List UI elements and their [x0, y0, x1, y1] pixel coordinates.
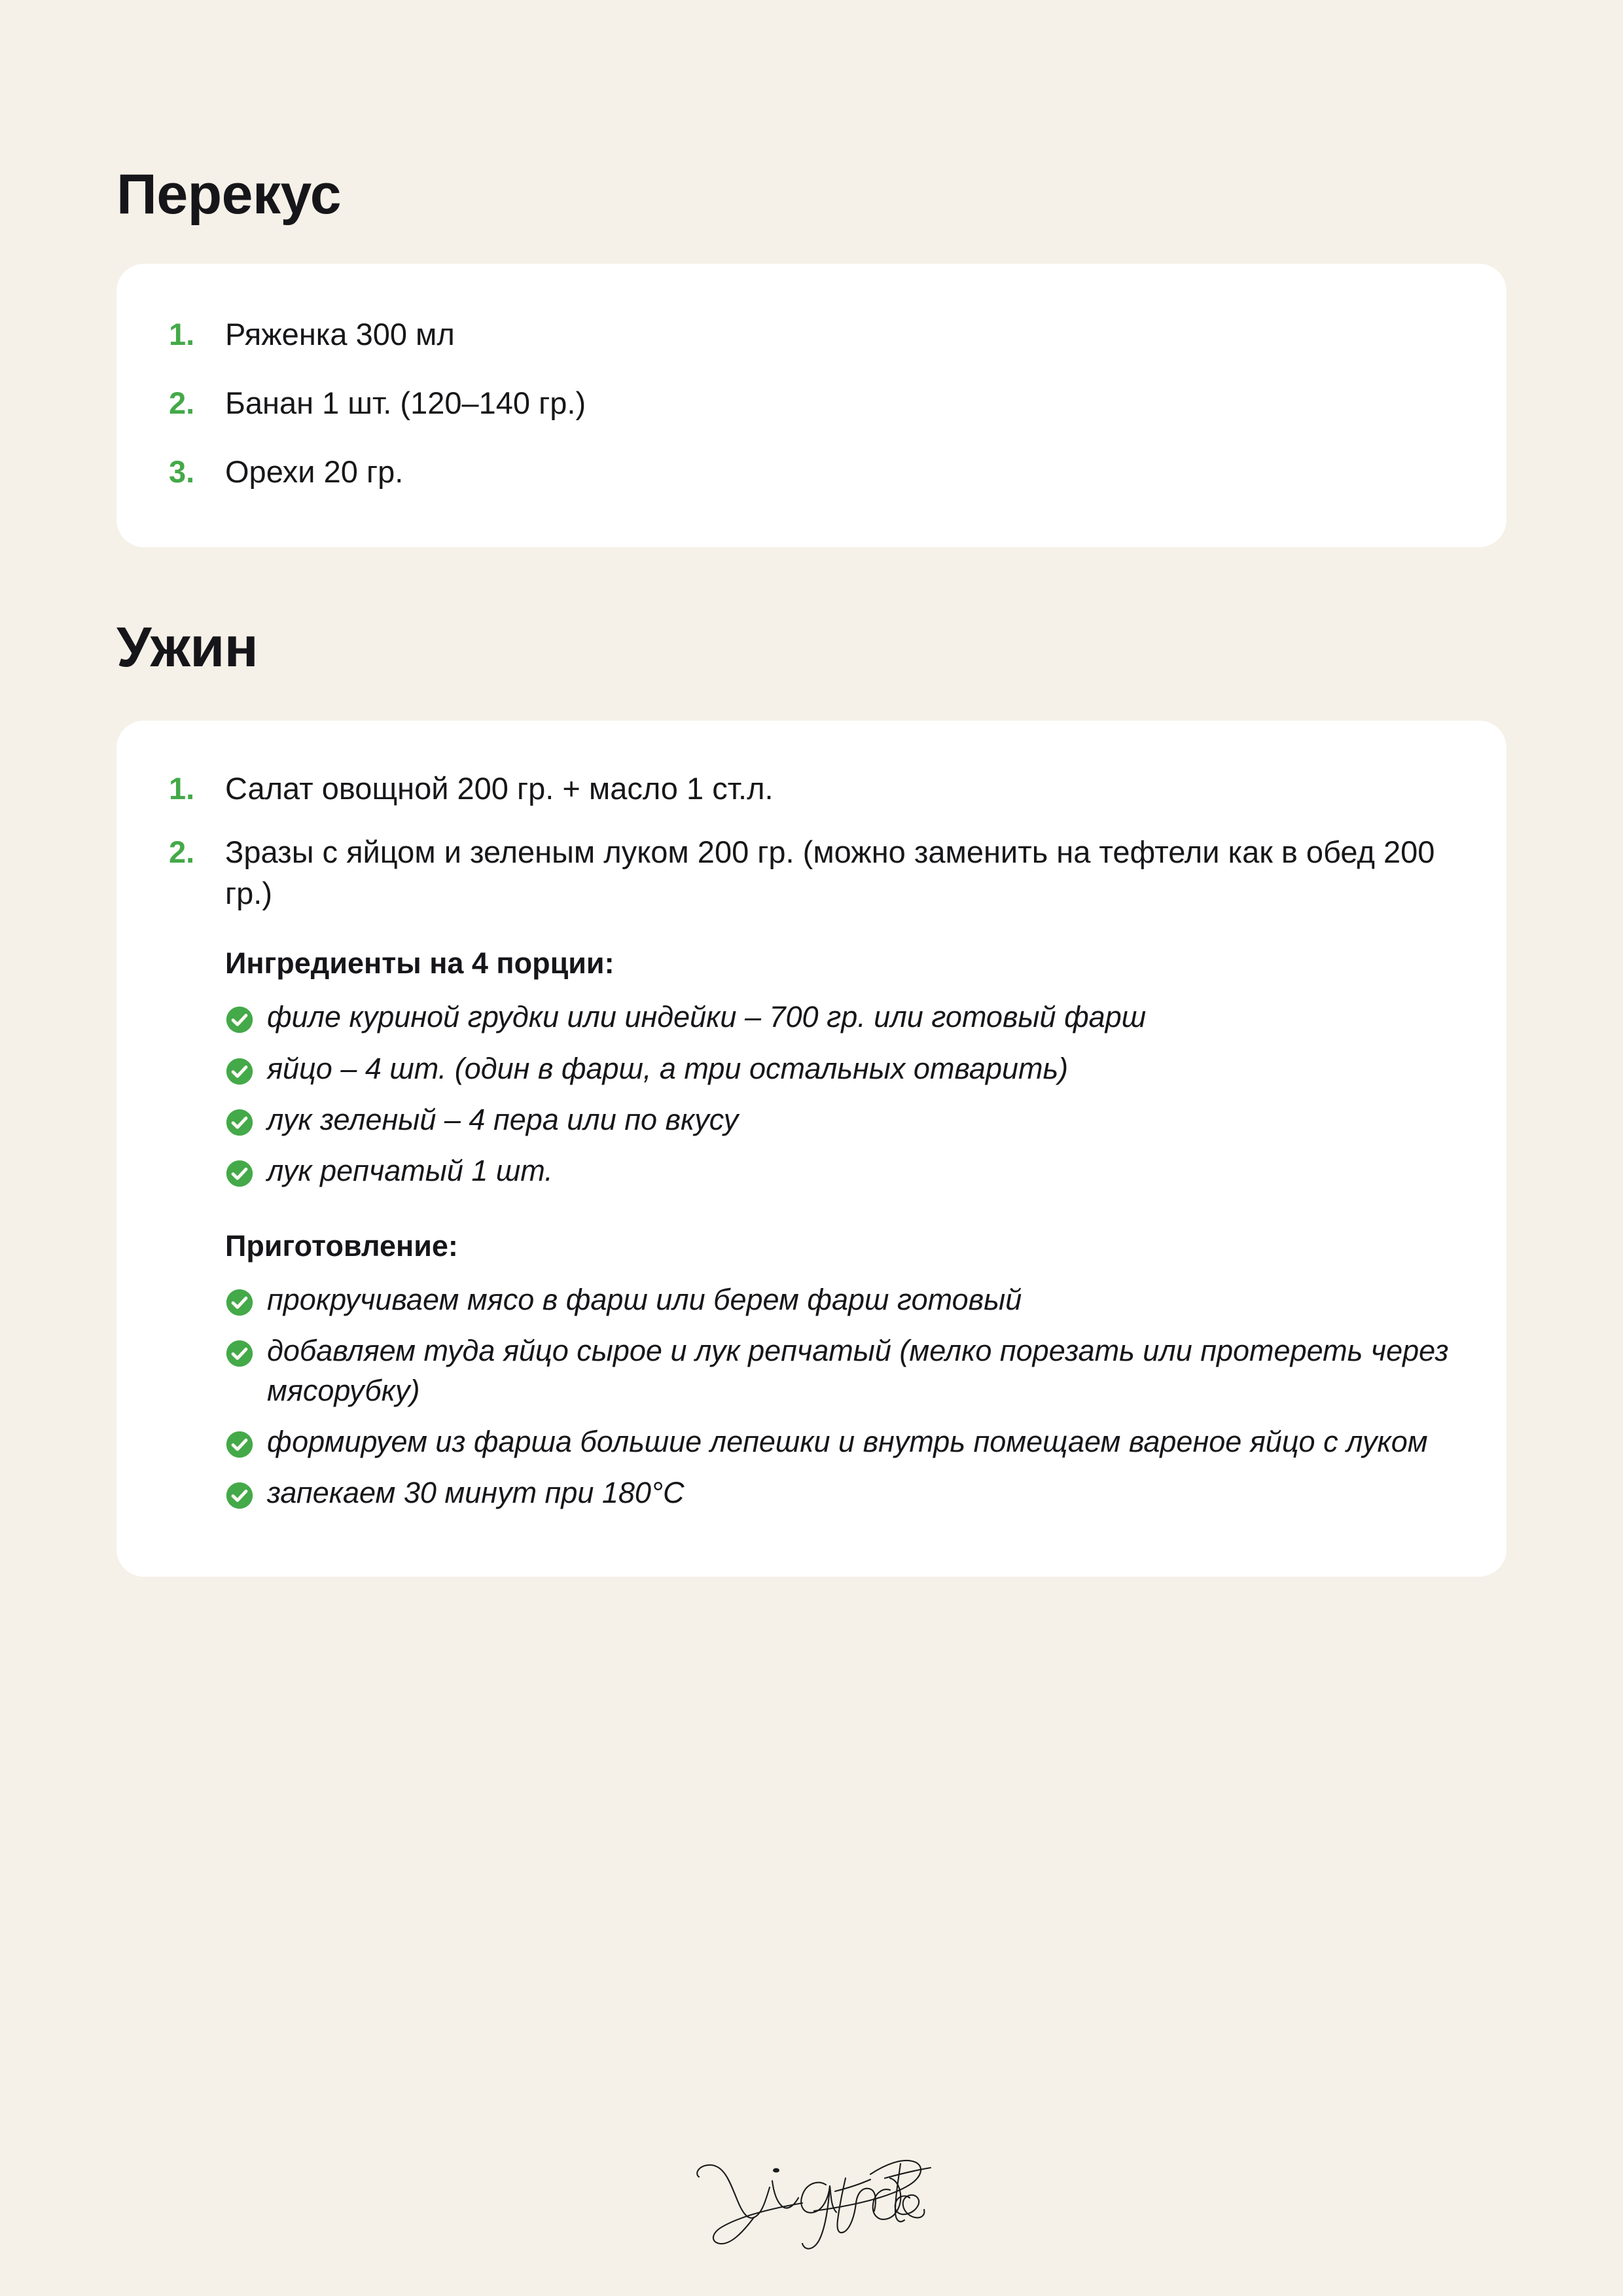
check-circle-icon [225, 1159, 267, 1189]
ingredient-item-text: лук репчатый 1 шт. [267, 1154, 553, 1188]
list-item [169, 757, 1454, 821]
check-circle-icon [225, 1288, 267, 1318]
check-circle-icon [225, 1057, 267, 1087]
list-item [169, 438, 1454, 507]
check-circle-icon [225, 1430, 267, 1460]
ingredient-item-text: яйцо – 4 шт. (один в фарш, а три остальных отварить) [267, 1051, 1069, 1085]
preparation-heading: Приготовление: [225, 1229, 458, 1263]
list-item-body [225, 452, 1454, 493]
snack-list [169, 300, 1454, 507]
preparation-list [225, 1274, 1454, 1518]
list-item-text: Банан 1 шт. (120–140 гр.) [225, 385, 586, 420]
list-item-number: 1. [169, 770, 195, 806]
preparation-step-text: запекаем 30 минут при 180°С [267, 1476, 685, 1510]
list-item [169, 369, 1454, 438]
ingredient-item [225, 1094, 1454, 1145]
list-item-text: Салат овощной 200 гр. + масло 1 ст.л. [225, 770, 774, 806]
dinner-card [116, 721, 1507, 1577]
watermark-signature [0, 2135, 1623, 2256]
list-item [169, 821, 1454, 1530]
list-item-number: 1. [169, 317, 195, 351]
check-circle-icon [225, 1005, 267, 1035]
list-item-body [225, 768, 1454, 810]
snack-card [116, 264, 1507, 547]
ingredient-item [225, 1043, 1454, 1094]
ingredient-item-text: лук зеленый – 4 пера или по вкусу [267, 1102, 739, 1136]
ingredient-item [225, 1145, 1454, 1196]
preparation-step [225, 1467, 1454, 1518]
preparation-step [225, 1274, 1454, 1325]
list-item-body [225, 383, 1454, 424]
list-item-number: 3. [169, 454, 195, 489]
dinner-section-title: Ужин [116, 615, 259, 679]
signature-script-icon [674, 2135, 949, 2253]
preparation-step-text: прокручиваем мясо в фарш или берем фарш готовый [267, 1283, 1022, 1316]
ingredients-list [225, 992, 1454, 1196]
preparation-step-text: добавляем туда яйцо сырое и лук репчатый (мелко порезать или протереть через мясорубку) [267, 1334, 1449, 1407]
preparation-step-text: формируем из фарша большие лепешки и внутрь помещаем вареное яйцо с луком [267, 1424, 1428, 1458]
ingredient-item-text: филе куриной грудки или индейки – 700 гр. или готовый фарш [267, 1000, 1147, 1034]
check-circle-icon [225, 1481, 267, 1511]
ingredients-heading: Ингредиенты на 4 порции: [225, 946, 615, 980]
check-circle-icon [225, 1339, 267, 1369]
snack-section-title: Перекус [116, 163, 342, 226]
dinner-list [169, 757, 1454, 1530]
list-item-number: 2. [169, 385, 195, 420]
list-item-body [225, 832, 1454, 1519]
preparation-step [225, 1416, 1454, 1467]
ingredient-item [225, 992, 1454, 1043]
list-item-text: Ряженка 300 мл [225, 317, 455, 351]
list-item-body [225, 314, 1454, 355]
check-circle-icon [225, 1108, 267, 1138]
list-item-text: Зразы с яйцом и зеленым луком 200 гр. (можно заменить на тефтели как в обед 200 гр.) [225, 834, 1435, 910]
list-item-number: 2. [169, 834, 195, 869]
preparation-step [225, 1325, 1454, 1416]
list-item-text: Орехи 20 гр. [225, 454, 404, 489]
list-item [169, 300, 1454, 369]
